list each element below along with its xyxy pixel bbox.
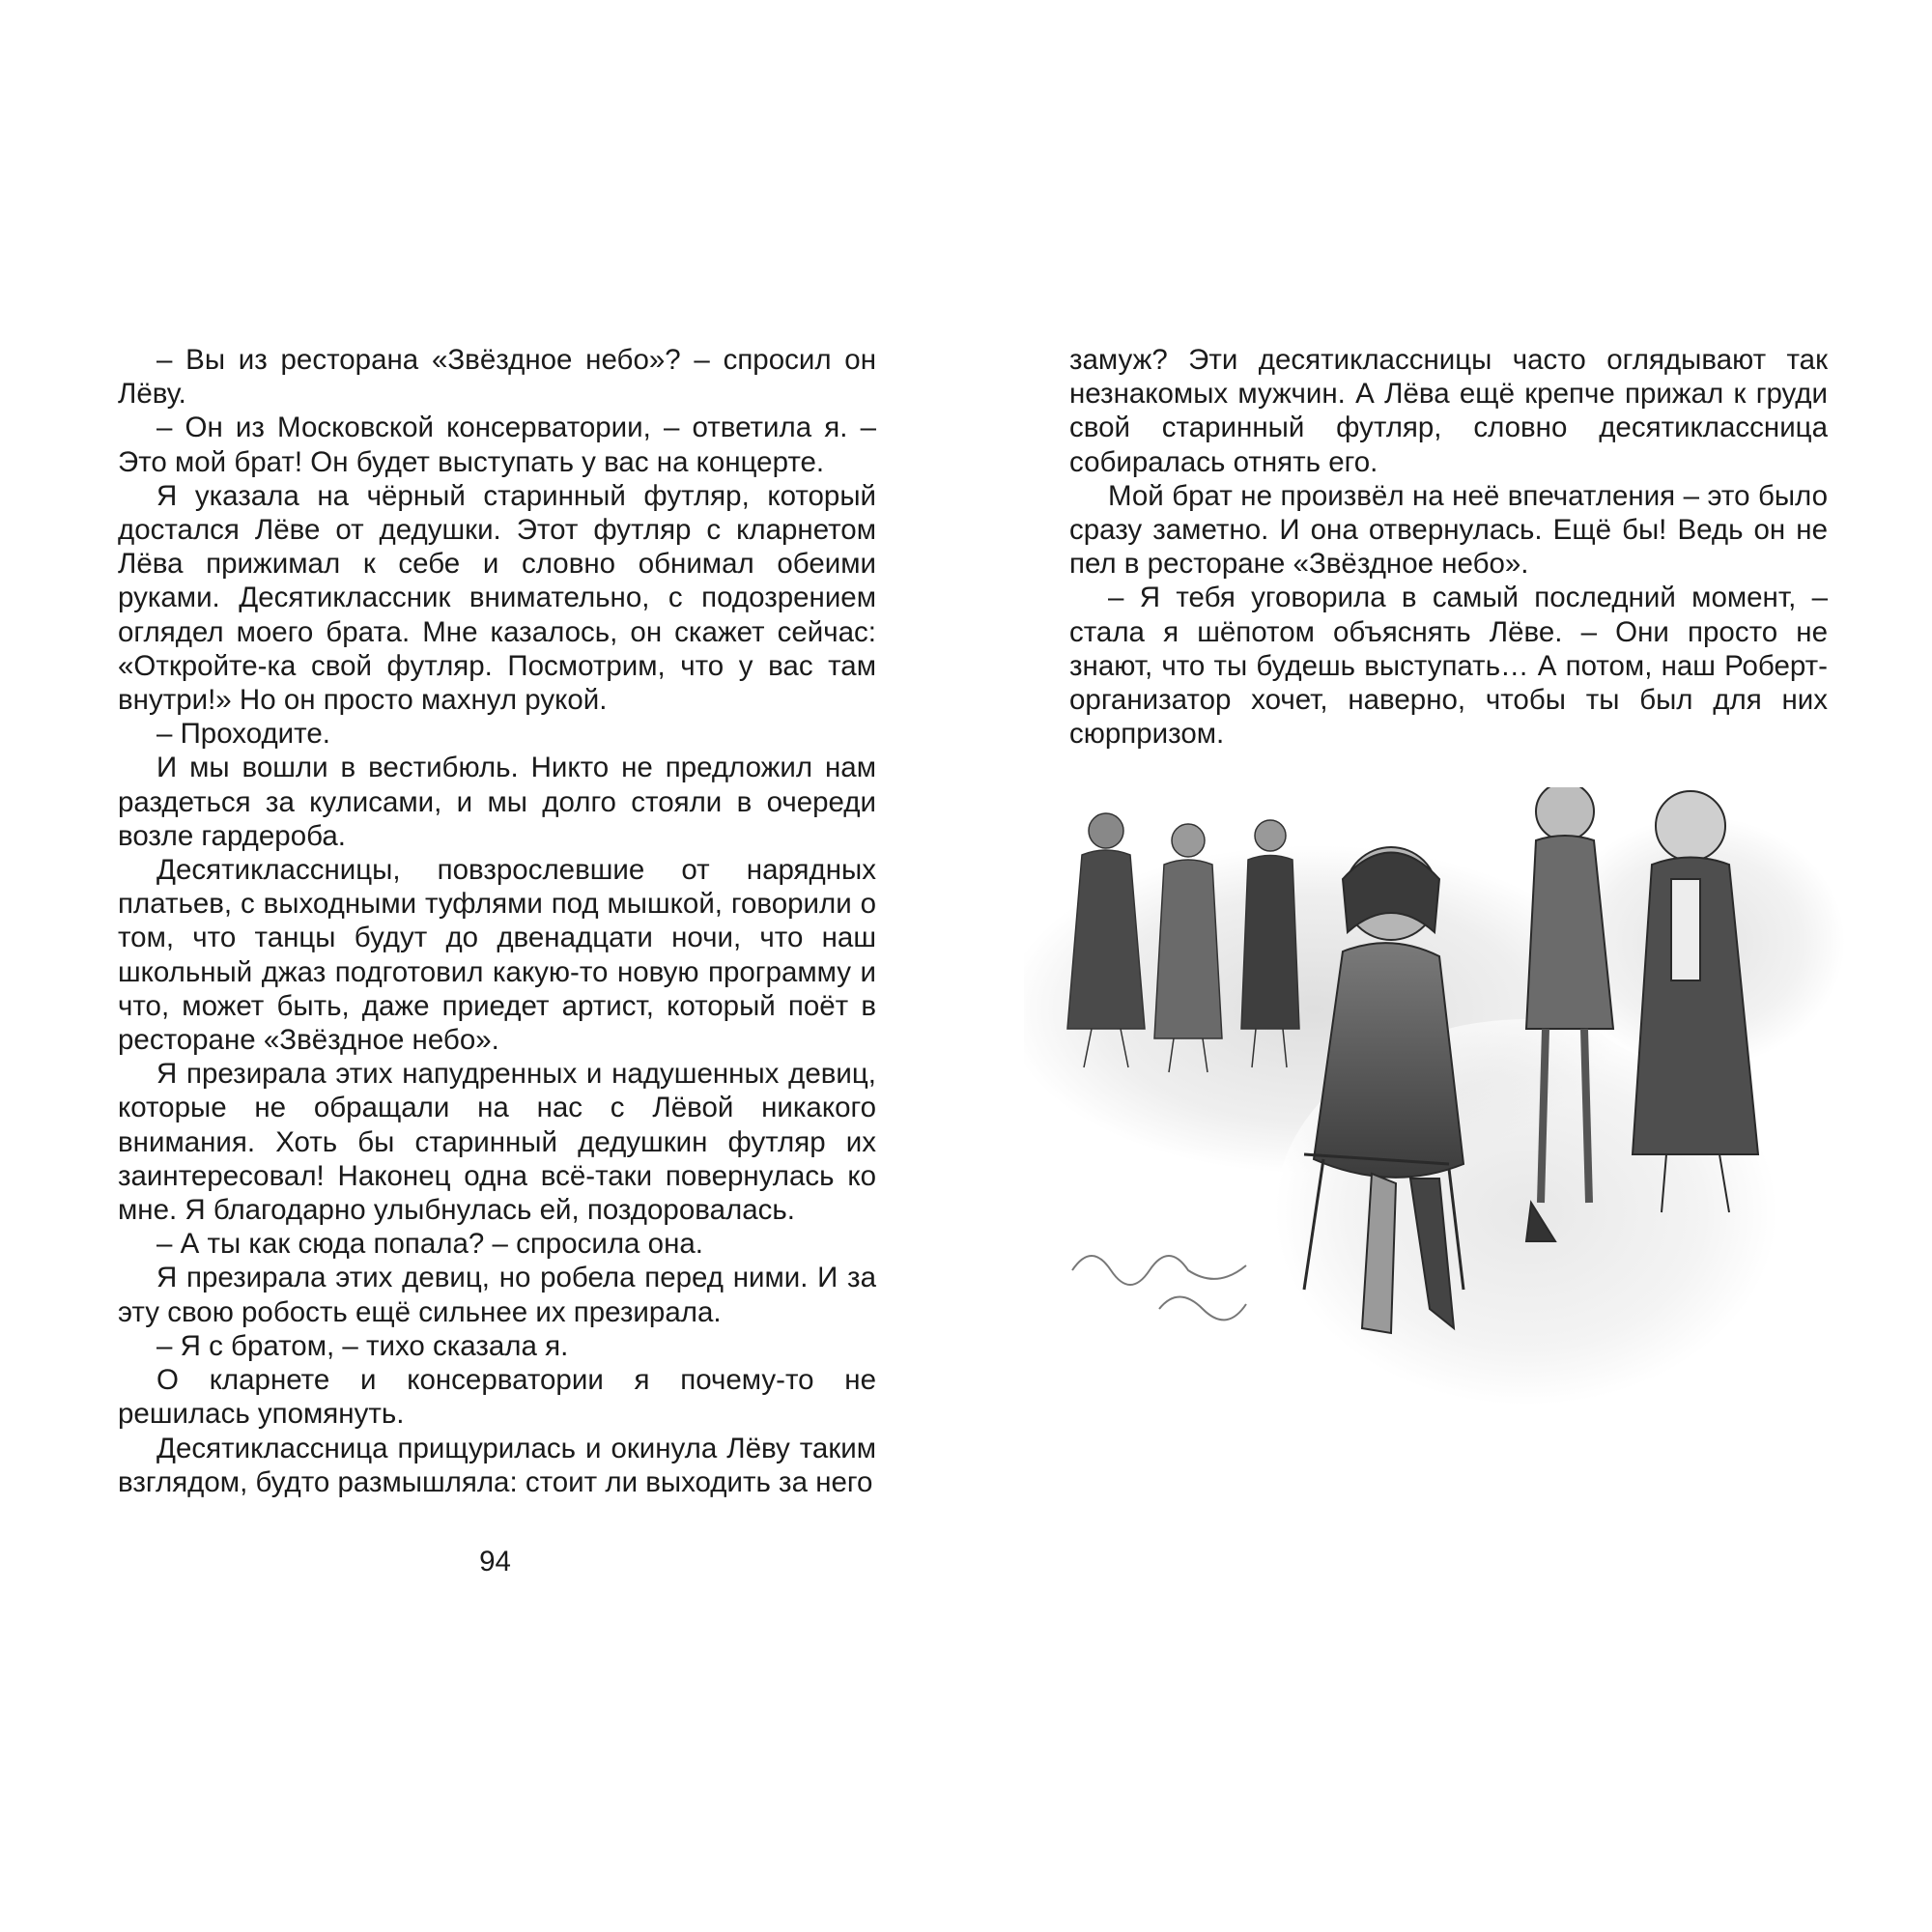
paragraph-continuation: замуж? Эти десятиклассницы часто оглядывают так незнакомых мужчин. А Лёва ещё крепче прижал к груди свой старинный футляр, словно десятиклассница собиралась отнять его. <box>1069 344 1828 478</box>
paragraph: – Вы из ресторана «Звёздное небо»? – спросил он Лёву. <box>118 344 876 411</box>
paragraph: Десятиклассница прищурилась и окинула Лёву таким взглядом, будто размышляла: стоит ли выходить за него <box>118 1432 876 1498</box>
paragraph: И мы вошли в вестибюль. Никто не предложил нам раздеться за кулисами, и мы долго стояли в очереди возле гардероба. <box>118 752 876 852</box>
paragraph: Я презирала этих девиц, но робела перед ними. И за эту свою робость ещё сильнее их презирала. <box>118 1262 876 1328</box>
paragraph: – Он из Московской консерватории, – ответила я. – Это мой брат! Он будет выступать у вас на концерте. <box>118 412 876 478</box>
paragraph: Я презирала этих напудренных и надушенных девиц, которые не обращали на нас с Лёвой никакого внимания. Хоть бы старинный дедушкин футляр их заинтересовал! Наконец одна всё-таки повернулась ко мне. Я благодарно улыбнулась ей, поздоровалась. <box>118 1058 876 1227</box>
paragraph: – А ты как сюда попала? – спросила она. <box>156 1228 703 1261</box>
paragraph: – Я тебя уговорила в самый последний момент, – стала я шёпотом объяснять Лёве. – Они просто не знают, что ты будешь выступать… А потом, наш Роберт-организатор хочет, наверно, чтобы ты был для них сюрпризом. <box>1069 582 1828 751</box>
page-number: 94 <box>479 1546 511 1577</box>
paragraph: – Я с братом, – тихо сказала я. <box>156 1329 569 1362</box>
pencil-illustration-icon <box>1024 787 1845 1463</box>
illustration <box>1024 787 1845 1463</box>
paragraph: – Проходите. <box>156 718 330 751</box>
right-column <box>1069 343 1828 751</box>
paragraph: Я указала на чёрный старинный футляр, который достался Лёве от дедушки. Этот футляр с кларнетом Лёва прижимал к себе и словно обнимал обеими руками. Десятиклассник внимательно, с подозрением оглядел моего брата. Мне казалось, он скажет сейчас: «Откройте-ка свой футляр. Посмотрим, что у вас там внутри!» Но он просто махнул рукой. <box>118 479 876 717</box>
paragraph: О кларнете и консерватории я почему-то не решилась упомянуть. <box>118 1364 876 1431</box>
paragraph: Десятиклассницы, повзрослевшие от нарядных платьев, с выходными туфлями под мышкой, говорили о том, что танцы будут до двенадцати ночи, что наш школьный джаз подготовил какую-то новую программу и что, может быть, даже приедет артист, который поёт в ресторане «Звёздное небо». <box>118 854 876 1057</box>
left-column <box>118 343 876 1499</box>
paragraph: Мой брат не произвёл на неё впечатления – это было сразу заметно. И она отвернулась. Ещё бы! Ведь он не пел в ресторане «Звёздное небо». <box>1069 479 1828 581</box>
